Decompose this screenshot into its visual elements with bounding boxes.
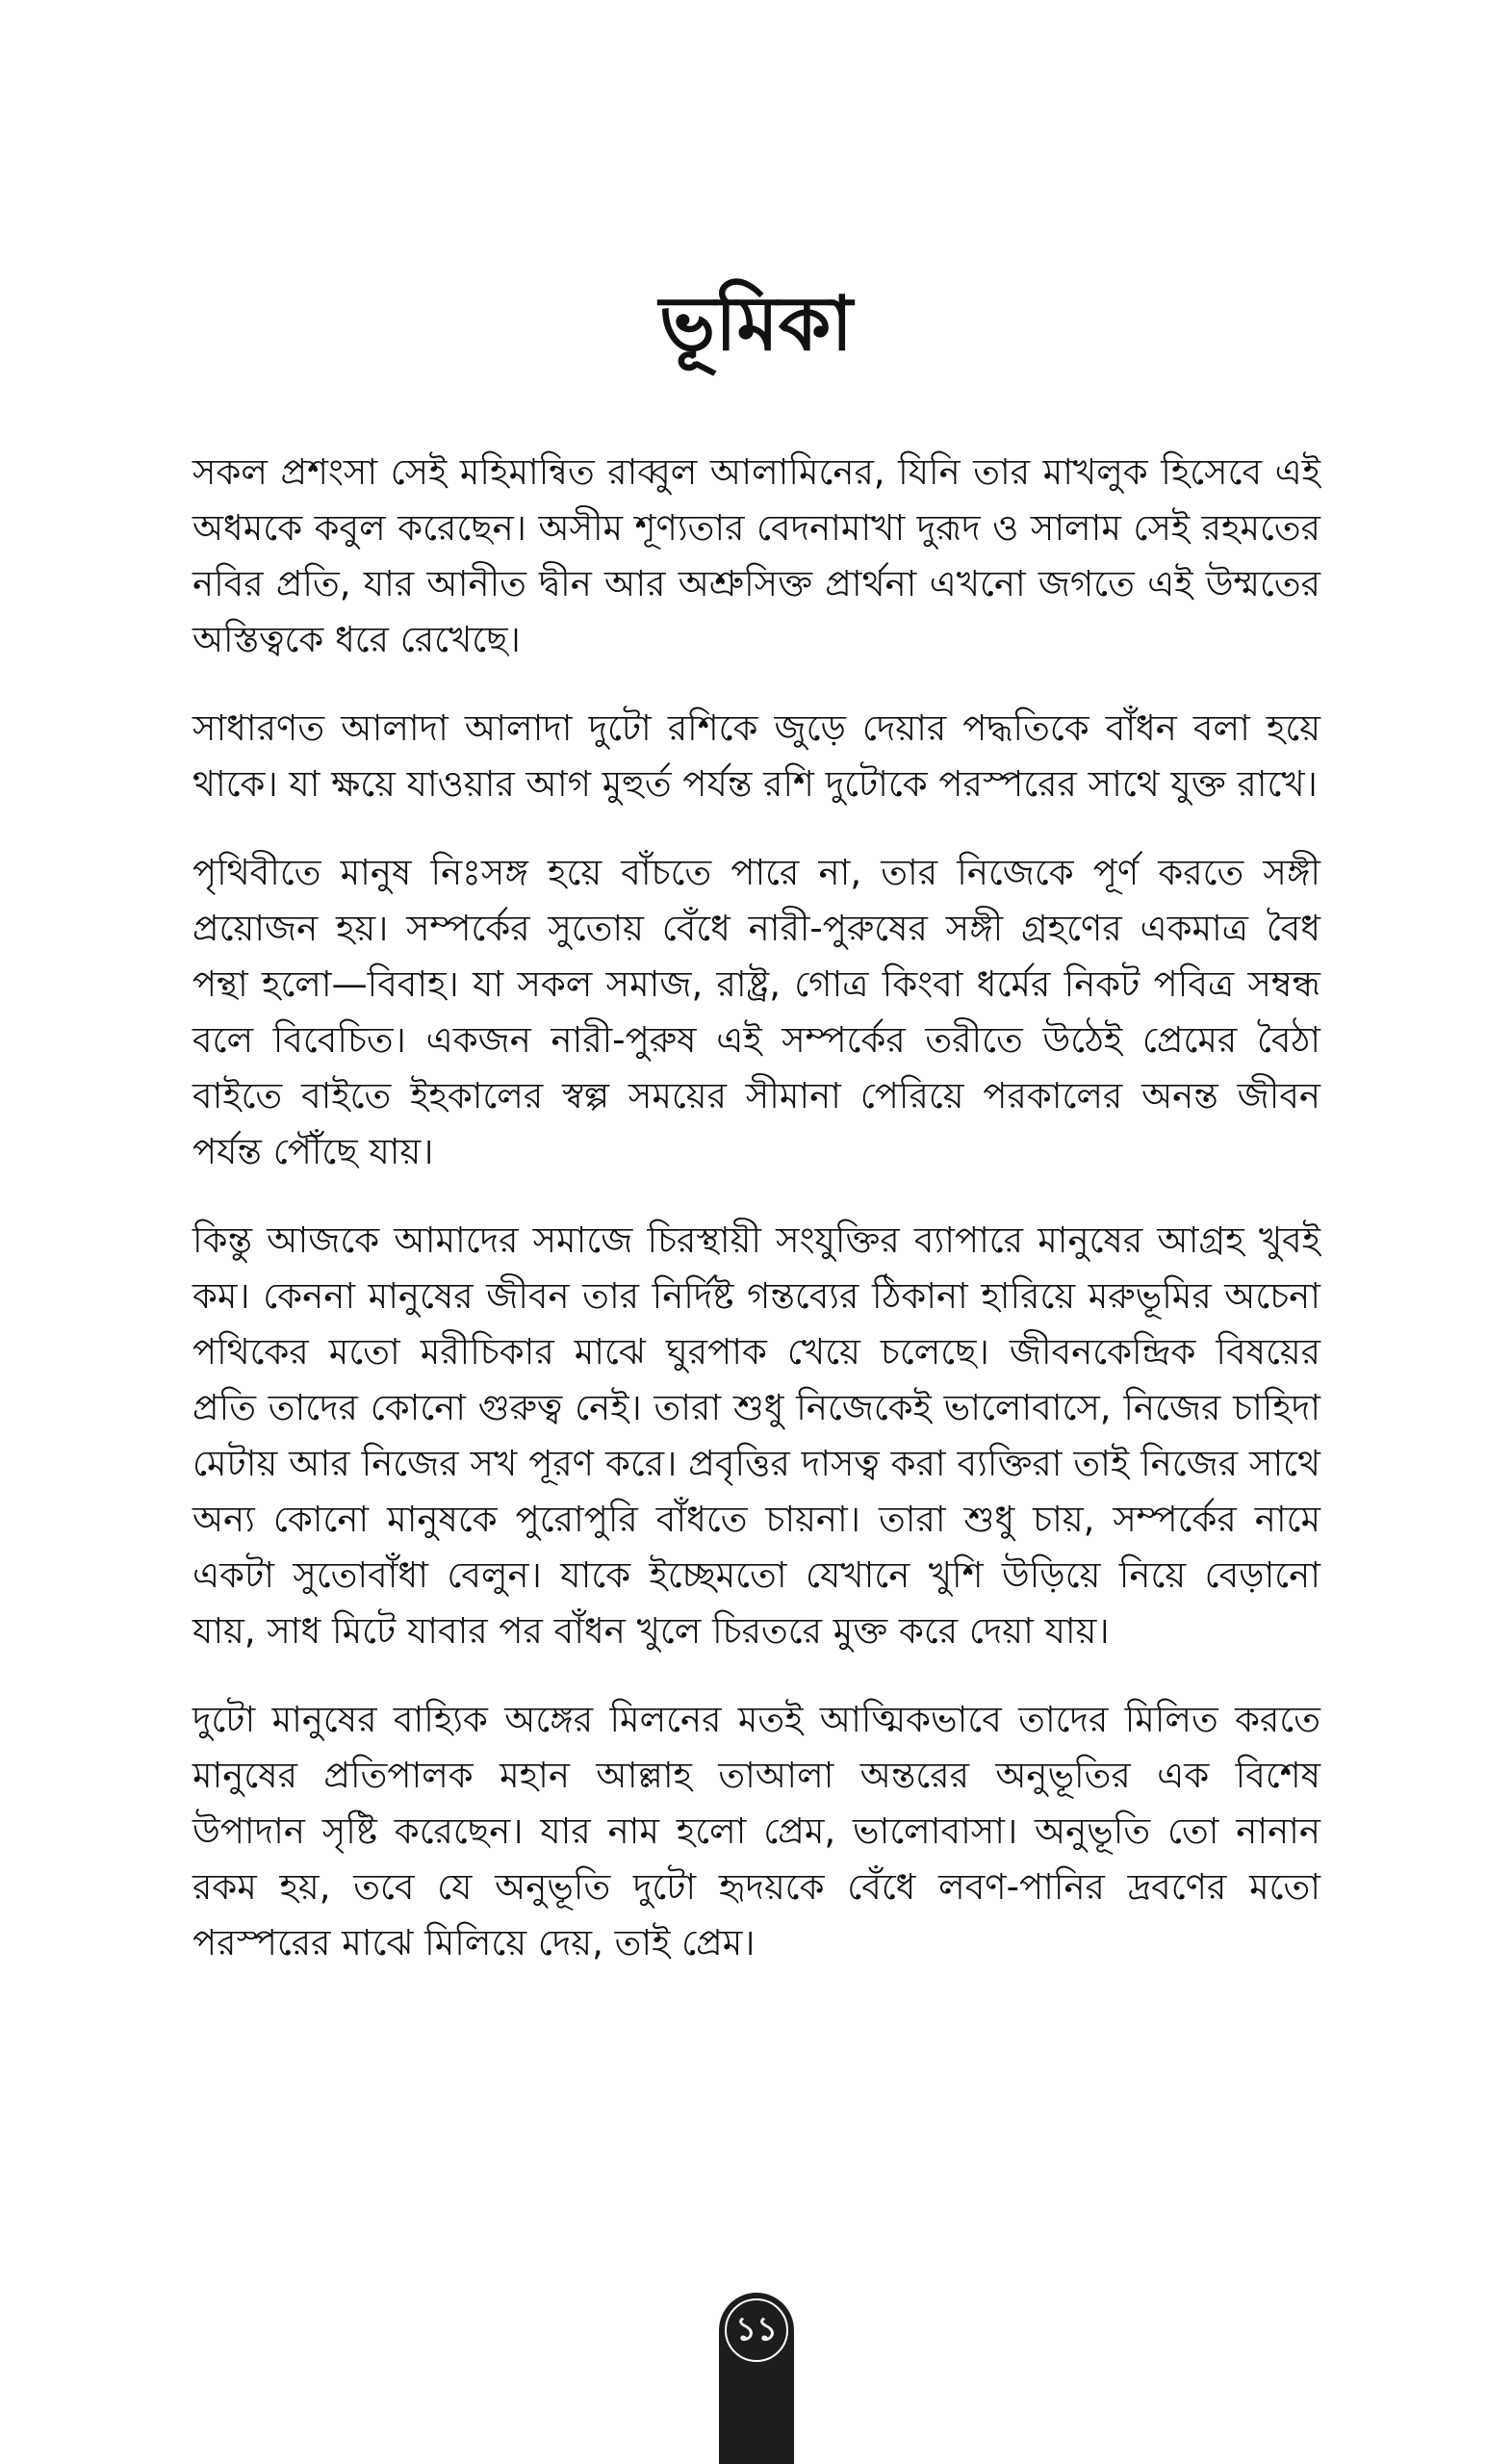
body-text: [192, 445, 1320, 2004]
page-number-tab: [719, 2293, 794, 2464]
paragraph-2: সাধারণত আলাদা আলাদা দুটো রশিকে জুড়ে দেয়ার পদ্ধতিকে বাঁধন বলা হয়ে থাকে। যা ক্ষয়ে যাওয়ার আগ মুহুর্ত পর্যন্ত রশি দুটোকে পরস্পরের সাথে যুক্ত রাখে।: [192, 707, 1320, 805]
paragraph-5: দুটো মানুষের বাহ্যিক অঙ্গের মিলনের মতই আত্মিকভাবে তাদের মিলিত করতে মানুষের প্রতিপালক মহান আল্লাহ তাআলা অন্তরের অনুভূতির এক বিশেষ উপাদান সৃষ্টি করেছেন। যার নাম হলো প্রেম, ভালোবাসা। অনুভূতি তো নানান রকম হয়, তবে যে অনুভূতি দুটো হৃদয়কে বেঁধে লবণ-পানির দ্রবণের মতো পরস্পরের মাঝে মিলিয়ে দেয়, তাই প্রেম।: [192, 1699, 1320, 1964]
paragraph-1: সকল প্রশংসা সেই মহিমান্বিত রাব্বুল আলামিনের, যিনি তার মাখলুক হিসেবে এই অধমকে কবুল করেছেন। অসীম শূণ্যতার বেদনামাখা দুরূদ ও সালাম সেই রহমতের নবির প্রতি, যার আনীত দ্বীন আর অশ্রুসিক্ত প্রার্থনা এখনো জগতে এই উম্মতের অস্তিত্বকে ধরে রেখেছে।: [192, 451, 1320, 660]
paragraph-3: পৃথিবীতে মানুষ নিঃসঙ্গ হয়ে বাঁচতে পারে না, তার নিজেকে পূর্ণ করতে সঙ্গী প্রয়োজন হয়। সম্পর্কের সুতোয় বেঁধে নারী-পুরুষের সঙ্গী গ্রহণের একমাত্র বৈধ পন্থা হলো—বিবাহ। যা সকল সমাজ, রাষ্ট্র, গোত্র কিংবা ধর্মের নিকট পবিত্র সম্বন্ধ বলে বিবেচিত। একজন নারী-পুরুষ এই সম্পর্কের তরীতে উঠেই প্রেমের বৈঠা বাইতে বাইতে ইহকালের স্বল্প সময়ের সীমানা পেরিয়ে পরকালের অনন্ত জীবন পর্যন্ত পৌঁছে যায়।: [192, 852, 1320, 1172]
paragraph-4: কিন্তু আজকে আমাদের সমাজে চিরস্থায়ী সংযুক্তির ব্যাপারে মানুষের আগ্রহ খুবই কম। কেননা মানুষের জীবন তার নির্দিষ্ট গন্তব্যের ঠিকানা হারিয়ে মরুভূমির অচেনা পথিকের মতো মরীচিকার মাঝে ঘুরপাক খেয়ে চলেছে। জীবনকেন্দ্রিক বিষয়ের প্রতি তাদের কোনো গুরুত্ব নেই। তারা শুধু নিজেকেই ভালোবাসে, নিজের চাহিদা মেটায় আর নিজের সখ পূরণ করে। প্রবৃত্তির দাসত্ব করা ব্যক্তিরা তাই নিজের সাথে অন্য কোনো মানুষকে পুরোপুরি বাঁধতে চায়না। তারা শুধু চায়, সম্পর্কের নামে একটা সুতোবাঁধা বেলুন। যাকে ইচ্ছেমতো যেখানে খুশি উড়িয়ে নিয়ে বেড়ানো যায়, সাধ মিটে যাবার পর বাঁধন খুলে চিরতরে মুক্ত করে দেয়া যায়।: [192, 1219, 1320, 1652]
page-title: ভূমিকা: [659, 281, 853, 368]
page-number: ১১: [734, 2310, 779, 2348]
